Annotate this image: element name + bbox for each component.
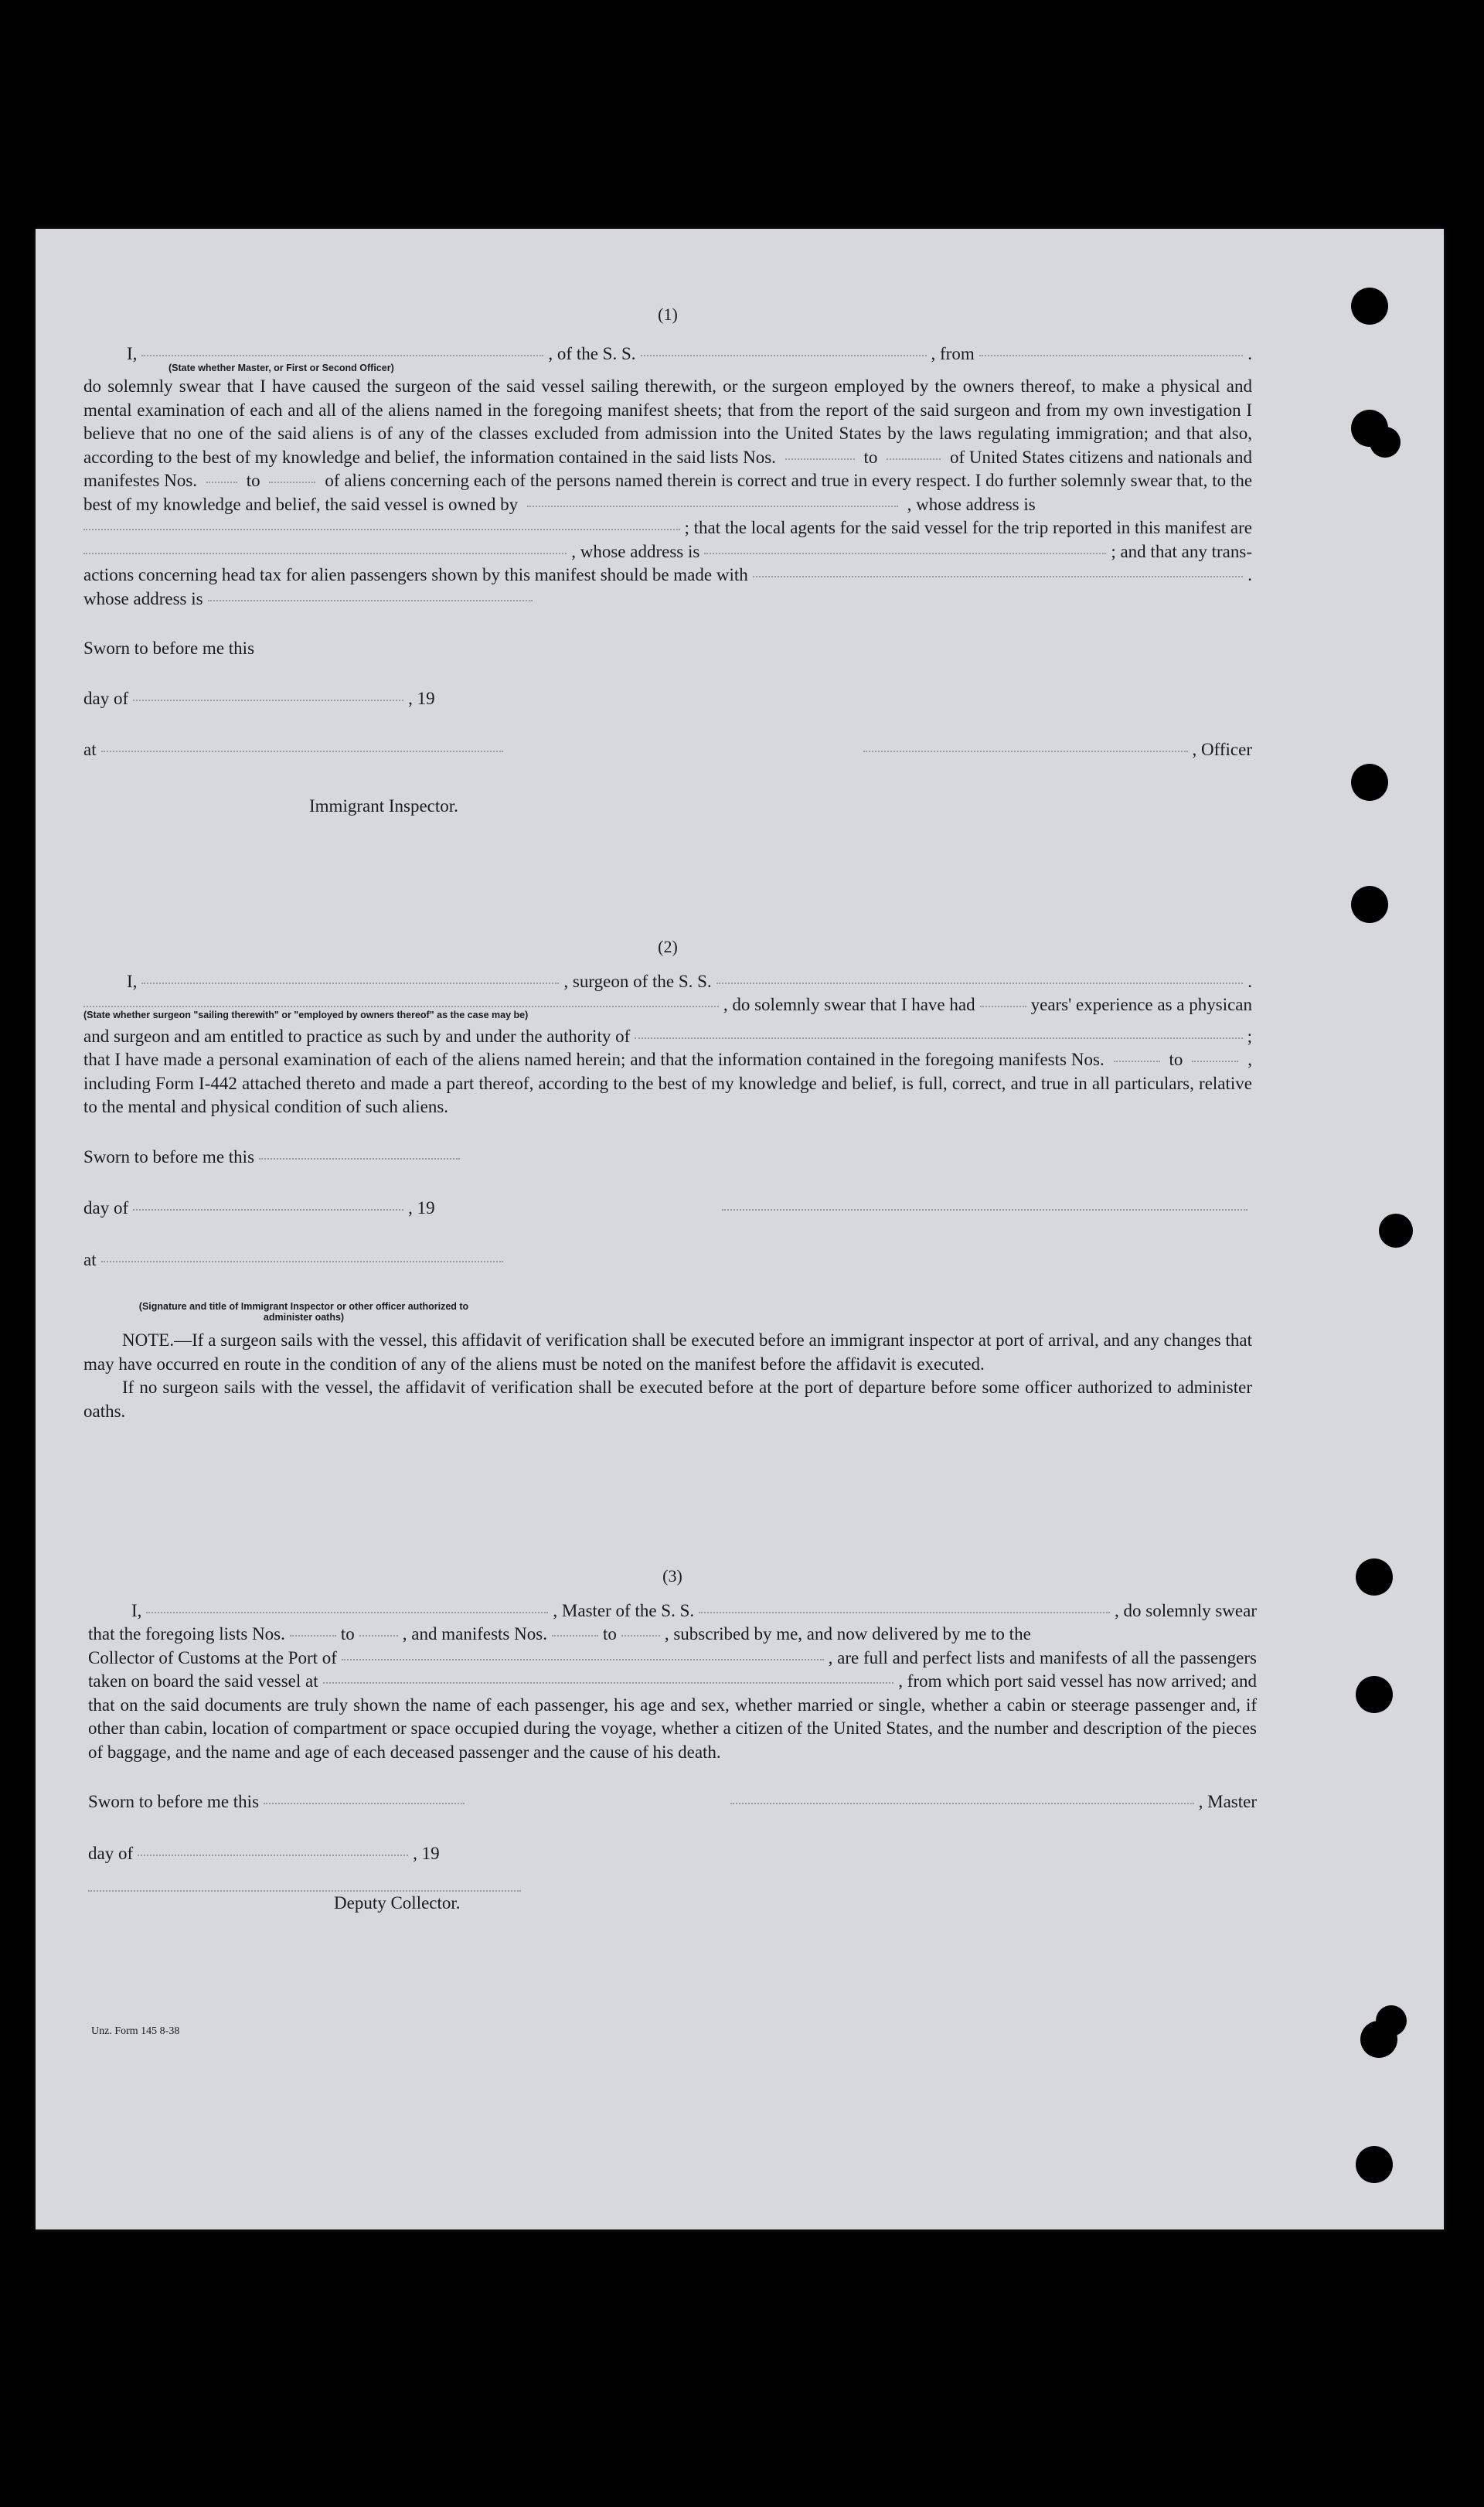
- agents-field[interactable]: [83, 553, 567, 554]
- whose-address-label: , whose address is: [907, 494, 1036, 514]
- us-citizens-text: of United States citizens and nationals and manifestes Nos.: [83, 447, 1253, 490]
- transactions-text: ; and that any trans-: [1111, 541, 1252, 561]
- surgeon-capacity-field[interactable]: [83, 1006, 719, 1007]
- departure-port-field[interactable]: [323, 1682, 894, 1684]
- day-field[interactable]: [133, 1209, 403, 1211]
- origin-port-field[interactable]: [979, 355, 1244, 356]
- lists-from-field[interactable]: [785, 458, 855, 460]
- whose-address-label-3: whose address is: [83, 588, 203, 608]
- punch-hole: [1356, 1558, 1393, 1596]
- collector-signature-field[interactable]: [88, 1890, 521, 1892]
- vessel-name-field[interactable]: [716, 983, 1244, 984]
- surgeon-label: , surgeon of the S. S.: [563, 971, 712, 991]
- sworn-label: Sworn to before me this: [83, 639, 255, 658]
- to-label: to: [863, 447, 878, 467]
- form-number: Unz. Form 145 8-38: [91, 2025, 180, 2037]
- pronoun: I,: [127, 971, 138, 991]
- passenger-details-text: that on the said documents are truly shown the name of each passenger, his age and sex, whether married or single, whether a cabin or steerage passenger and, if other than cabin, location of compartment or space occupied during the voyage, whether a citizen of the United States, and the number and description of the pieces of baggage, and the name and age of each deceased passenger and the cause of his death.: [88, 1695, 1257, 1762]
- lists-to-field[interactable]: [359, 1635, 398, 1637]
- manifest-to-field[interactable]: [1192, 1061, 1238, 1062]
- years-field[interactable]: [980, 1006, 1026, 1007]
- day-field[interactable]: [138, 1855, 408, 1856]
- year-label: , 19: [413, 1843, 440, 1863]
- officer-signature-field[interactable]: [863, 751, 1188, 752]
- subscribed-text: , subscribed by me, and now delivered by me to the: [664, 1624, 1031, 1644]
- lists-label: that the foregoing lists Nos.: [88, 1624, 285, 1644]
- note-no-surgeon: If no surgeon sails with the vessel, the affidavit of verification shall be executed before at the port of departure before some officer authorized to administer oaths.: [83, 1378, 1252, 1421]
- section-number: (1): [658, 305, 678, 324]
- arrived-text: , from which port said vessel has now arrived; and: [898, 1671, 1257, 1691]
- pronoun: I,: [131, 1600, 142, 1620]
- immigrant-inspector-label: Immigrant Inspector.: [309, 795, 458, 816]
- section-1: (1) I, , of the S. S. , from . (State whether Master, or First or Second Officer) do solemnly swear that I have caused the surgeon of the said vessel sailing therewith, or the surgeon employed by the owners thereof, to make a physical and mental examination of each and all of the aliens named in the foregoing manifest sheets; that from the report of the said surgeon and from my own investigation I believe that no one of the said aliens is of any of the classes excluded from admission into the United States by the laws regulating immigration; and that also, according to the best of my knowledge and belief, the information contained in the said lists Nos. to of United States citizens and nationals and manifestes Nos. to of aliens concerning each of the persons named therein is correct and true in every respect. I do further solemnly swear that, to the best of my knowledge and belief, the said vessel is owned by , whose address is ; that the local agents for the said vessel for the trip reported in this manifest are , whose address is ; and that any trans- actions concerning head tax for alien passengers shown by this manifest should be made with . whose address is Sworn to before me this day of , 19 at , Officer Immigrant Inspector.: [83, 303, 1252, 818]
- to-label: to: [1169, 1050, 1183, 1069]
- punch-hole: [1356, 1676, 1393, 1713]
- deputy-collector-label: Deputy Collector.: [334, 1893, 461, 1913]
- day-of-label: day of: [88, 1843, 134, 1863]
- owner-address-field[interactable]: [83, 529, 680, 530]
- section-3: [88, 1565, 1257, 1916]
- surgeon-note: (State whether surgeon "sailing therewith" or "employed by owners thereof" as the case may be): [83, 1009, 529, 1020]
- day-field[interactable]: [133, 700, 403, 701]
- place-field[interactable]: [101, 751, 503, 752]
- pronoun: I,: [127, 343, 138, 363]
- vessel-name-field[interactable]: [641, 355, 927, 356]
- collector-label: Collector of Customs at the Port of: [88, 1647, 337, 1667]
- owner-text: of aliens concerning each of the persons named therein is correct and true in every respect. I do further solemnly swear that, to the best of my knowledge and belief, the said vessel is owned by: [83, 471, 1253, 514]
- to-label-2: to: [602, 1624, 617, 1644]
- agents-address-field[interactable]: [704, 553, 1106, 554]
- punch-hole: [1376, 2005, 1407, 2036]
- swear-label: , do solemnly swear: [1115, 1600, 1257, 1620]
- perfect-lists-text: , are full and perfect lists and manifests of all the passengers: [828, 1647, 1257, 1667]
- punch-hole: [1356, 2146, 1393, 2183]
- manifest-to-field[interactable]: [621, 1635, 660, 1637]
- note-surgeon-sails: NOTE.—If a surgeon sails with the vessel, this affidavit of verification shall be executed before an immigrant inspector at port of arrival, and any changes that may have occurred en route in the condition of any of the aliens must be noted on the manifest before the affidavit is executed.: [83, 1330, 1252, 1374]
- lists-to-field[interactable]: [887, 458, 941, 460]
- punch-hole: [1351, 886, 1388, 923]
- manifest-from-field[interactable]: [552, 1635, 598, 1637]
- manifest-from-field[interactable]: [1114, 1061, 1160, 1062]
- master-label: , Master of the S. S.: [553, 1600, 695, 1620]
- at-label: at: [83, 1249, 97, 1269]
- day-of-label: day of: [83, 688, 129, 708]
- surgeon-name-field[interactable]: [141, 983, 559, 984]
- to-label: to: [340, 1624, 355, 1644]
- sworn-label: Sworn to before me this: [88, 1792, 260, 1811]
- sworn-date-field[interactable]: [259, 1158, 460, 1160]
- authority-field[interactable]: [635, 1037, 1242, 1039]
- head-tax-party-field[interactable]: [753, 576, 1244, 577]
- manifests-label: , and manifests Nos.: [402, 1624, 547, 1644]
- sworn-label: Sworn to before me this: [83, 1146, 255, 1167]
- punch-hole: [1379, 1214, 1413, 1248]
- punch-hole: [1370, 427, 1401, 458]
- surgeon-signature-field[interactable]: [722, 1209, 1247, 1211]
- officer-name-field[interactable]: [141, 355, 543, 356]
- authority-label: and surgeon and am entitled to practice as such by and under the authority of: [83, 1026, 631, 1046]
- section-number: (3): [662, 1566, 682, 1586]
- port-field[interactable]: [342, 1659, 824, 1661]
- punch-hole: [1351, 764, 1388, 801]
- manifest-to-field[interactable]: [269, 482, 315, 483]
- head-tax-text: actions concerning head tax for alien passengers shown by this manifest should be made with: [83, 565, 748, 584]
- head-tax-address-field[interactable]: [208, 600, 533, 601]
- manifest-from-field[interactable]: [206, 482, 237, 483]
- officer-note: (State whether Master, or First or Second Officer): [168, 363, 394, 373]
- punch-hole: [1351, 288, 1388, 325]
- condition-text: , including Form I-442 attached thereto and made a part thereof, according to the best of my knowledge and belief, is full, correct, and true in all particulars, relative to the mental and physical condition of such aliens.: [83, 1050, 1253, 1116]
- oath-text: do solemnly swear that I have caused the surgeon of the said vessel sailing therewith, or the surgeon employed by the owners thereof, to make a physical and mental examination of each and all of the aliens named in the foregoing manifest sheets; that from the report of the said surgeon and from my own investigation I believe that no one of the said aliens is of any of the classes excluded from admission into the United States by the laws regulating immigration; and that also, according to the best of my knowledge and belief, the information contained in the said lists Nos.: [83, 376, 1252, 467]
- master-signature-field[interactable]: [730, 1803, 1194, 1804]
- sworn-date-field[interactable]: [264, 1803, 465, 1804]
- signature-note: (Signature and title of Immigrant Inspector or other officer authorized to administer oaths): [138, 1301, 469, 1323]
- to-label-2: to: [246, 471, 260, 490]
- years-experience-label: years' experience as a physican: [1030, 995, 1252, 1014]
- section-number: (2): [658, 937, 678, 956]
- from-label: , from: [931, 343, 975, 363]
- section-2: (2) I, , surgeon of the S. S. . , do solemnly swear that I have had years' experience as a physican (State whether surgeon "sailing therewith" or "employed by owners thereof" as the case may be) and surgeon and am entitled to practice as such by and under the authority of ; that I have made a personal examination of each of the aliens named herein; and that the information contained in the foregoing manifests Nos. to , including Form I-442 attached thereto and made a part thereof, according to the best of my knowledge and belief, is full, correct, and true in all particulars, relative to the mental and physical condition of such aliens. Sworn to before me this day of , 19 at (Signature and title of Immigrant Inspector or other officer authorized to administer oaths) NOTE.—If a surgeon sails with the vessel, this affidavit of verification shall be executed before an immigrant inspector at port of arrival, and any changes that may have occurred en route in the condition of any of the aliens must be noted on the manifest before the affidavit is executed. If no surgeon sails with the vessel, the affidavit of verification shall be executed before at the port of departure before some officer authorized to administer oaths.: [83, 935, 1252, 1423]
- vessel-name-field[interactable]: [699, 1612, 1110, 1613]
- master-signature-label: , Master: [1198, 1792, 1257, 1811]
- local-agents-text: ; that the local agents for the said vessel for the trip reported in this manifest are: [684, 518, 1252, 537]
- day-of-label: day of: [83, 1198, 129, 1218]
- at-label: at: [83, 740, 97, 759]
- place-field[interactable]: [101, 1261, 503, 1262]
- master-name-field[interactable]: [146, 1612, 548, 1613]
- whose-address-label-2: , whose address is: [571, 541, 700, 561]
- lists-from-field[interactable]: [290, 1635, 336, 1637]
- examination-text: that I have made a personal examination of each of the aliens named herein; and that the information contained in the foregoing manifests Nos.: [83, 1050, 1104, 1069]
- year-label: , 19: [408, 1198, 435, 1218]
- year-label: , 19: [408, 688, 435, 708]
- of-ss-label: , of the S. S.: [548, 343, 636, 363]
- swear-label: , do solemnly swear that I have had: [723, 995, 975, 1014]
- taken-on-board-label: taken on board the said vessel at: [88, 1671, 318, 1691]
- owner-field[interactable]: [527, 506, 898, 507]
- officer-label: , Officer: [1192, 740, 1252, 759]
